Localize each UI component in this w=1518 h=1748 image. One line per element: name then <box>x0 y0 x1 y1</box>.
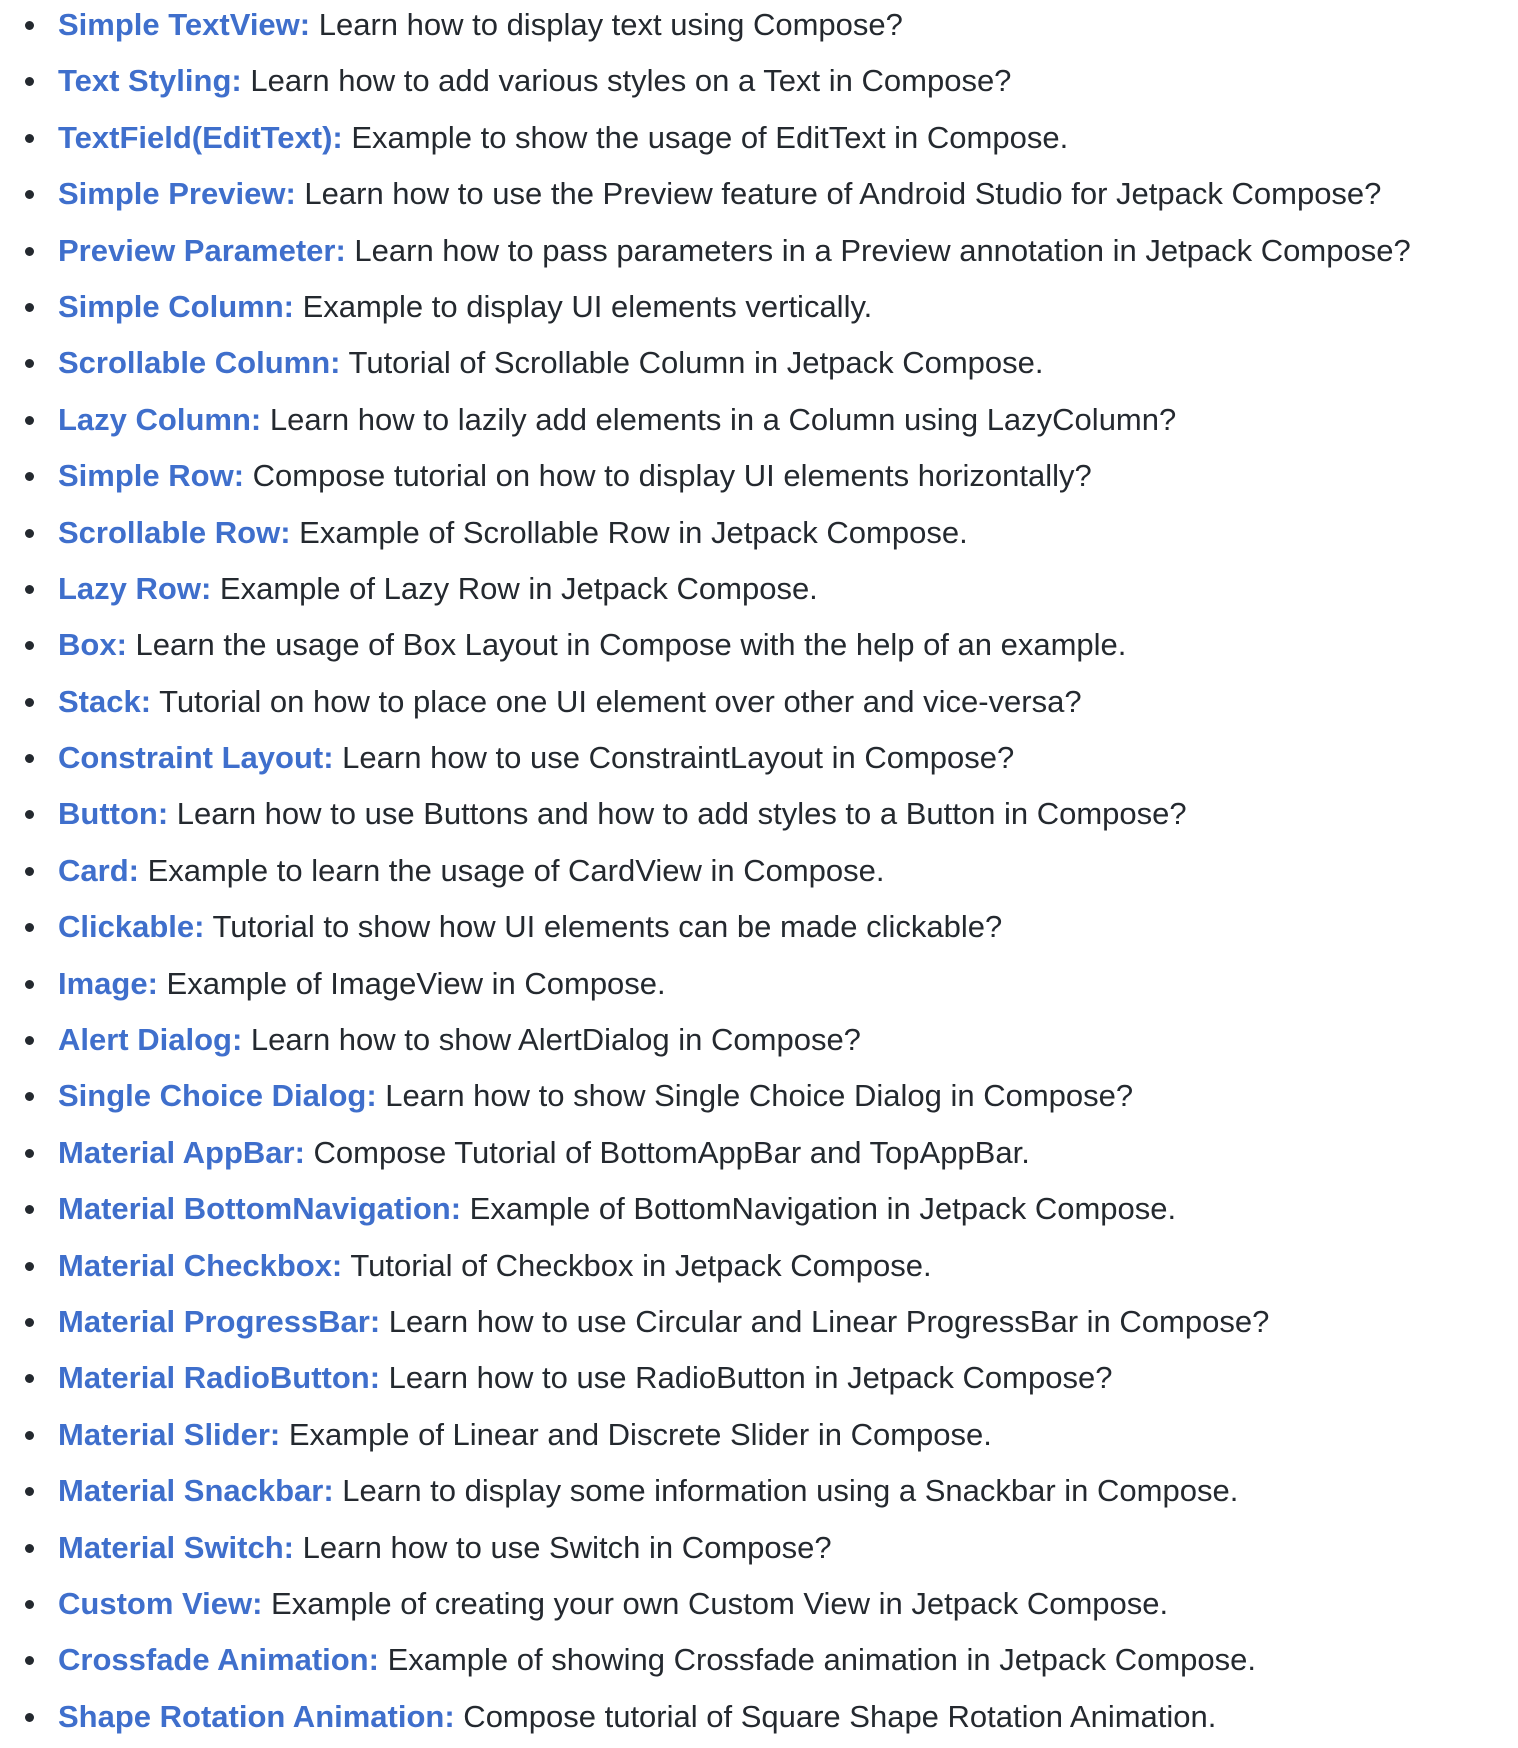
list-item <box>0 1353 1518 1409</box>
list-item <box>0 1071 1518 1127</box>
list-item <box>0 1466 1518 1522</box>
list-item <box>0 1523 1518 1579</box>
list-item <box>0 1579 1518 1635</box>
tutorial-link[interactable]: Material AppBar: <box>58 1134 305 1170</box>
bullet-icon <box>25 754 34 763</box>
tutorial-link[interactable]: Material ProgressBar: <box>58 1303 381 1339</box>
tutorial-description: Learn how to display text using Compose? <box>310 7 903 42</box>
tutorial-link[interactable]: Shape Rotation Animation: <box>58 1698 455 1734</box>
tutorial-description: Tutorial of Scrollable Column in Jetpack Compose. <box>340 345 1044 381</box>
tutorial-link[interactable]: Button: <box>58 796 169 832</box>
tutorial-link[interactable]: Scrollable Column: <box>58 345 341 381</box>
list-item <box>0 564 1518 620</box>
bullet-icon <box>25 1600 34 1609</box>
tutorial-description: Tutorial on how to place one UI element over other and vice-versa? <box>151 683 1082 719</box>
bullet-icon <box>25 247 34 256</box>
tutorial-link[interactable]: Lazy Row: <box>58 570 212 606</box>
tutorial-link[interactable]: Clickable: <box>58 909 205 945</box>
bullet-icon <box>25 867 34 876</box>
tutorial-link[interactable]: Material BottomNavigation: <box>58 1191 462 1227</box>
tutorial-description: Example of ImageView in Compose. <box>157 965 666 1001</box>
list-item <box>0 1015 1518 1071</box>
bullet-icon <box>25 472 34 481</box>
list-item <box>0 226 1518 282</box>
bullet-icon <box>25 1036 34 1045</box>
tutorial-description: Example of Linear and Discrete Slider in Compose. <box>280 1416 992 1452</box>
tutorial-description: Learn how to use RadioButton in Jetpack Compose? <box>380 1360 1113 1396</box>
bullet-icon <box>25 303 34 312</box>
tutorial-link[interactable]: Simple Preview: <box>58 176 296 212</box>
tutorial-description: Tutorial to show how UI elements can be made clickable? <box>204 909 1003 945</box>
bullet-icon <box>25 923 34 932</box>
bullet-icon <box>25 416 34 425</box>
tutorial-link[interactable]: Text Styling: <box>58 63 242 99</box>
bullet-icon <box>25 1318 34 1327</box>
bullet-icon <box>25 698 34 707</box>
tutorial-description: Compose tutorial of Square Shape Rotation Animation. <box>454 1698 1217 1734</box>
bullet-icon <box>25 1431 34 1440</box>
tutorial-link[interactable]: Material RadioButton: <box>58 1360 381 1396</box>
tutorial-link[interactable]: Simple TextView: <box>58 7 311 42</box>
list-item <box>0 902 1518 958</box>
tutorial-link[interactable]: Scrollable Row: <box>58 514 291 550</box>
bullet-icon <box>25 810 34 819</box>
tutorial-link[interactable]: TextField(EditText): <box>58 119 343 155</box>
tutorial-description: Example to learn the usage of CardView in Compose. <box>138 852 885 888</box>
list-item <box>0 395 1518 451</box>
list-item <box>0 282 1518 338</box>
tutorial-description: Example of BottomNavigation in Jetpack Compose. <box>461 1191 1177 1227</box>
list-item <box>0 959 1518 1015</box>
list-item <box>0 677 1518 733</box>
bullet-icon <box>25 585 34 594</box>
tutorial-description: Example to display UI elements vertically. <box>293 288 873 324</box>
list-item <box>0 338 1518 394</box>
tutorial-description: Learn to display some information using a Snackbar in Compose. <box>333 1473 1239 1509</box>
list-item <box>0 1128 1518 1184</box>
list-item <box>0 1635 1518 1691</box>
bullet-icon <box>25 529 34 538</box>
tutorial-description: Learn how to add various styles on a Text in Compose? <box>241 63 1012 99</box>
tutorial-description: Learn how to show AlertDialog in Compose? <box>242 1022 861 1058</box>
list-item <box>0 56 1518 112</box>
tutorial-description: Compose Tutorial of BottomAppBar and TopAppBar. <box>304 1134 1030 1170</box>
bullet-icon <box>25 1374 34 1383</box>
tutorial-description: Compose tutorial on how to display UI elements horizontally? <box>244 458 1092 494</box>
bullet-icon <box>25 641 34 650</box>
bullet-icon <box>25 134 34 143</box>
list-item <box>0 1241 1518 1297</box>
list-item <box>0 169 1518 225</box>
tutorial-link[interactable]: Preview Parameter: <box>58 232 346 268</box>
tutorial-link[interactable]: Material Checkbox: <box>58 1247 343 1283</box>
tutorial-description: Example of showing Crossfade animation in Jetpack Compose. <box>378 1642 1257 1678</box>
bullet-icon <box>25 1487 34 1496</box>
tutorial-link[interactable]: Stack: <box>58 683 152 719</box>
tutorial-link[interactable]: Constraint Layout: <box>58 740 334 776</box>
bullet-icon <box>25 1656 34 1665</box>
tutorial-link[interactable]: Material Snackbar: <box>58 1473 334 1509</box>
tutorial-link[interactable]: Custom View: <box>58 1585 263 1621</box>
tutorial-link[interactable]: Simple Column: <box>58 288 294 324</box>
tutorial-description: Learn how to use Circular and Linear ProgressBar in Compose? <box>380 1303 1270 1339</box>
bullet-icon <box>25 190 34 199</box>
tutorial-description: Learn how to use Buttons and how to add styles to a Button in Compose? <box>168 796 1187 832</box>
bullet-icon <box>25 1713 34 1722</box>
tutorial-link[interactable]: Material Slider: <box>58 1416 281 1452</box>
tutorial-description: Learn how to use Switch in Compose? <box>294 1529 832 1565</box>
bullet-icon <box>25 1092 34 1101</box>
bullet-icon <box>25 980 34 989</box>
tutorial-link[interactable]: Single Choice Dialog: <box>58 1078 377 1114</box>
tutorial-description: Learn the usage of Box Layout in Compose with the help of an example. <box>126 627 1127 663</box>
tutorial-description: Example to show the usage of EditText in Compose. <box>342 119 1069 155</box>
bullet-icon <box>25 359 34 368</box>
list-item <box>0 451 1518 507</box>
tutorial-description: Tutorial of Checkbox in Jetpack Compose. <box>342 1247 932 1283</box>
list-item <box>0 620 1518 676</box>
tutorial-description: Example of creating your own Custom View in Jetpack Compose. <box>262 1585 1169 1621</box>
bullet-icon <box>25 1149 34 1158</box>
tutorial-description: Learn how to lazily add elements in a Column using LazyColumn? <box>261 401 1177 437</box>
bullet-icon <box>25 1544 34 1553</box>
tutorial-link[interactable]: Simple Row: <box>58 458 245 494</box>
tutorial-link[interactable]: Box: <box>58 627 127 663</box>
tutorial-link[interactable]: Card: <box>58 852 139 888</box>
bullet-icon <box>25 1262 34 1271</box>
tutorial-description: Learn how to use ConstraintLayout in Compose? <box>333 740 1015 776</box>
list-item <box>0 1410 1518 1466</box>
tutorial-description: Learn how to pass parameters in a Preview annotation in Jetpack Compose? <box>345 232 1411 268</box>
list-item <box>0 1184 1518 1240</box>
list-item <box>0 0 1518 56</box>
list-item <box>0 846 1518 902</box>
tutorial-link[interactable]: Lazy Column: <box>58 401 262 437</box>
tutorial-description: Learn how to show Single Choice Dialog in Compose? <box>376 1078 1134 1114</box>
tutorial-link[interactable]: Alert Dialog: <box>58 1022 243 1058</box>
tutorial-link[interactable]: Material Switch: <box>58 1529 294 1565</box>
list-item <box>0 1297 1518 1353</box>
tutorial-description: Example of Lazy Row in Jetpack Compose. <box>211 570 818 606</box>
list-item <box>0 508 1518 564</box>
tutorial-link[interactable]: Image: <box>58 965 158 1001</box>
tutorial-link[interactable]: Crossfade Animation: <box>58 1642 379 1678</box>
list-item <box>0 113 1518 169</box>
list-item <box>0 733 1518 789</box>
bullet-icon <box>25 77 34 86</box>
tutorial-description: Example of Scrollable Row in Jetpack Compose. <box>290 514 968 550</box>
list-item <box>0 1692 1518 1748</box>
tutorial-description: Learn how to use the Preview feature of Android Studio for Jetpack Compose? <box>295 176 1382 212</box>
bullet-icon <box>25 1205 34 1214</box>
bullet-icon <box>25 21 34 30</box>
list-item <box>0 789 1518 845</box>
